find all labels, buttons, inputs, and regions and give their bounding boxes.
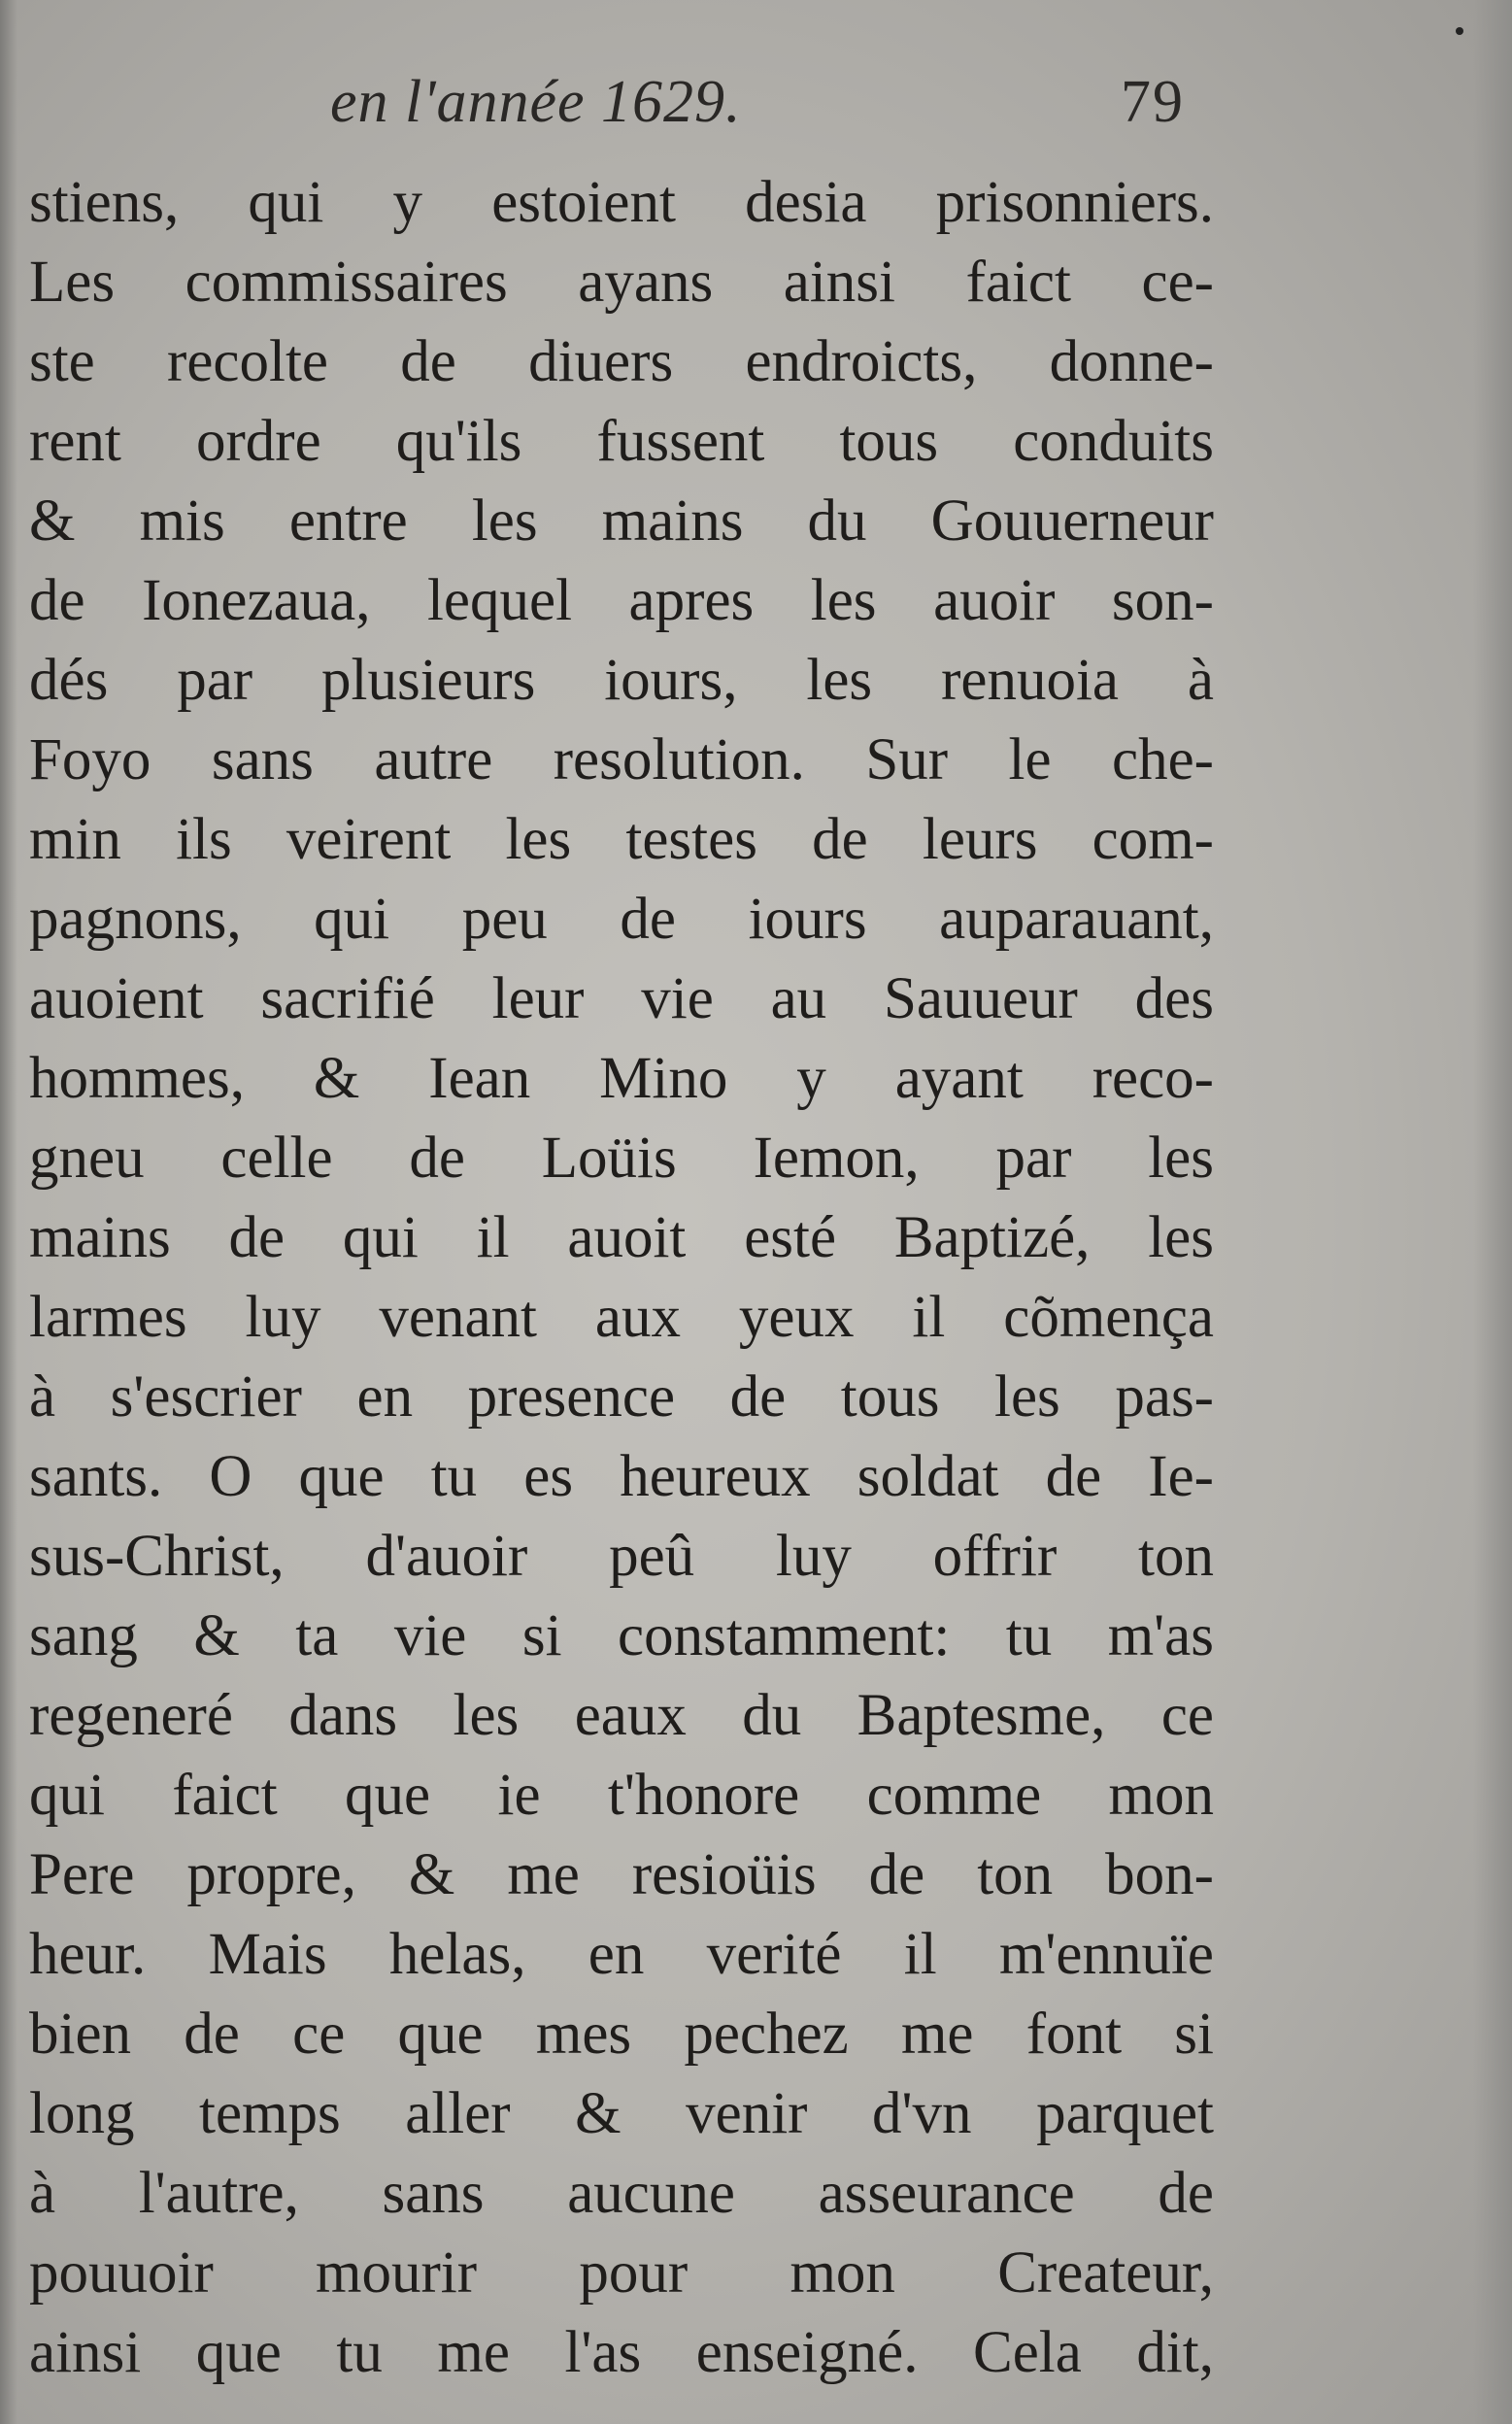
ink-speck (1456, 27, 1463, 35)
text-line: Foyo sans autre resolution. Sur le che- (29, 727, 1214, 792)
text-line: ainsi que tu me l'as enseigné. Cela dit, (29, 2320, 1214, 2385)
text-line: bien de ce que mes pechez me font si (29, 2002, 1214, 2067)
text-line: à s'escrier en presence de tous les pas- (29, 1364, 1214, 1430)
text-line: larmes luy venant aux yeux il cõmença (29, 1285, 1214, 1350)
text-line: mains de qui il auoit esté Baptizé, les (29, 1205, 1214, 1270)
text-line: qui faict que ie t'honore comme mon (29, 1763, 1214, 1828)
text-line: sang & ta vie si constamment: tu m'as (29, 1603, 1214, 1668)
text-line: pouuoir mourir pour mon Createur, (29, 2240, 1214, 2306)
text-line: à l'autre, sans aucune asseurance de (29, 2161, 1214, 2226)
text-line: Pere propre, & me resioüis de ton bon- (29, 1842, 1214, 1907)
running-title: en l'année 1629. (330, 69, 742, 135)
text-line: heur. Mais helas, en verité il m'ennuïe (29, 1922, 1214, 1987)
text-line: stiens, qui y estoient desia prisonniers. (29, 170, 1214, 235)
text-line: pagnons, qui peu de iours auparauant, (29, 887, 1214, 952)
text-line: min ils veirent les testes de leurs com- (29, 807, 1214, 872)
text-line: regeneré dans les eaux du Baptesme, ce (29, 1683, 1214, 1748)
text-line: & mis entre les mains du Gouuerneur (29, 488, 1214, 554)
text-line: rent ordre qu'ils fussent tous conduits (29, 409, 1214, 474)
text-line: Les commissaires ayans ainsi faict ce- (29, 250, 1214, 315)
text-line: de Ionezaua, lequel apres les auoir son- (29, 568, 1214, 633)
text-line: auoient sacrifié leur vie au Sauueur des (29, 966, 1214, 1031)
text-line: long temps aller & venir d'vn parquet (29, 2081, 1214, 2146)
body-text (29, 163, 1214, 2393)
text-line: gneu celle de Loüis Iemon, par les (29, 1126, 1214, 1191)
text-line: dés par plusieurs iours, les renuoia à (29, 648, 1214, 713)
text-line: sants. O que tu es heureux soldat de Ie- (29, 1444, 1214, 1509)
page-number: 79 (1121, 69, 1185, 135)
text-line: ste recolte de diuers endroicts, donne- (29, 329, 1214, 394)
page-header (330, 68, 1185, 155)
text-line: hommes, & Iean Mino y ayant reco- (29, 1046, 1214, 1111)
text-line: sus-Christ, d'auoir peû luy offrir ton (29, 1524, 1214, 1589)
